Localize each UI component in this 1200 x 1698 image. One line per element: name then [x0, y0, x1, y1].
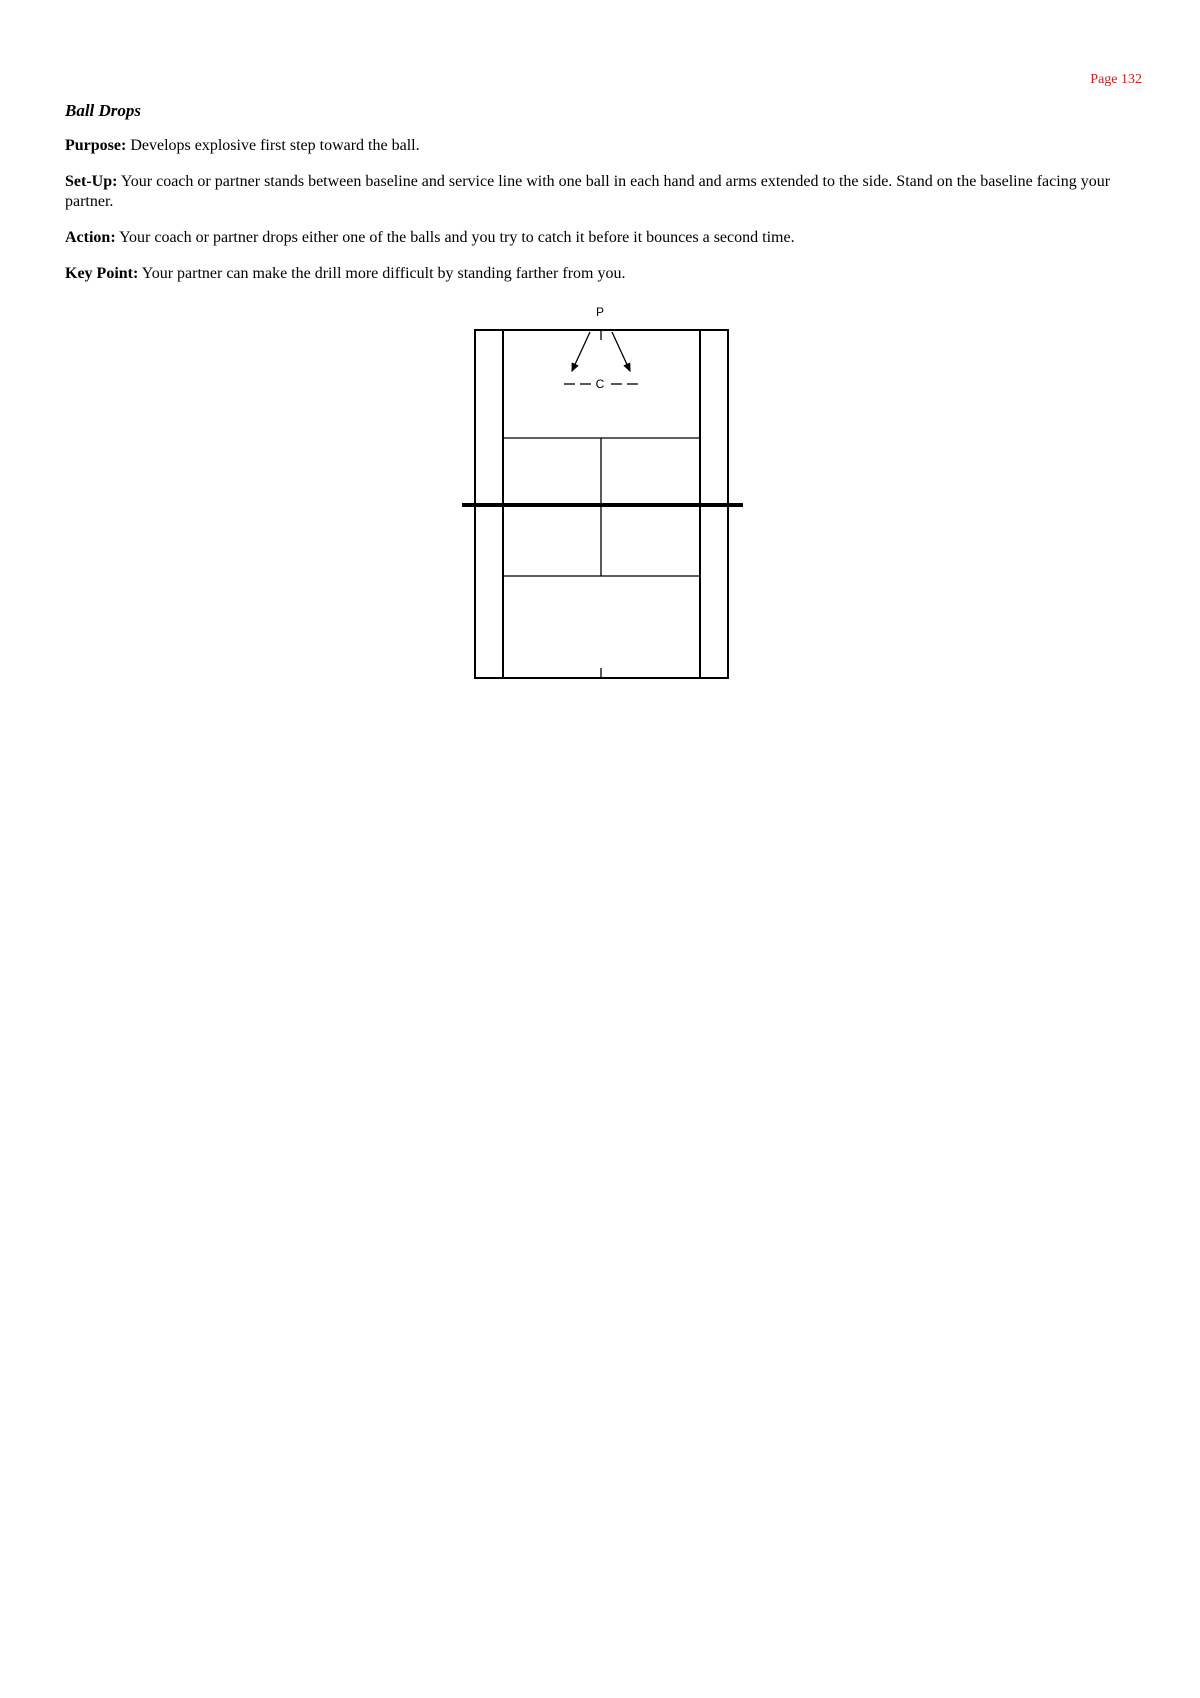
player-label: P [595, 305, 605, 319]
key-point-text: Your partner can make the drill more difficult by standing farther from you. [138, 265, 626, 282]
court-svg [460, 300, 750, 685]
setup-text: Your coach or partner stands between baseline and service line with one ball in each hand and arms extended to the side. Stand on the baseline facing your partner. [65, 173, 1111, 210]
section-title: Ball Drops [65, 101, 142, 120]
key-point-paragraph [65, 264, 1147, 284]
page-content [65, 100, 1147, 300]
purpose-text: Develops explosive first step toward the ball. [126, 137, 420, 154]
coach-label: C [595, 377, 605, 391]
setup-label: Set-Up: [65, 173, 118, 190]
tennis-court-diagram [460, 300, 750, 685]
setup-paragraph [65, 172, 1147, 212]
left-arrow [572, 332, 590, 371]
purpose-paragraph [65, 136, 1147, 156]
action-text: Your coach or partner drops either one of the balls and you try to catch it before it bounces a second time. [115, 229, 795, 246]
action-label: Action: [65, 229, 116, 246]
key-point-label: Key Point: [65, 265, 139, 282]
page-number: Page 132 [1090, 72, 1142, 87]
purpose-label: Purpose: [65, 137, 127, 154]
action-paragraph [65, 228, 1147, 248]
right-arrow [612, 332, 630, 371]
